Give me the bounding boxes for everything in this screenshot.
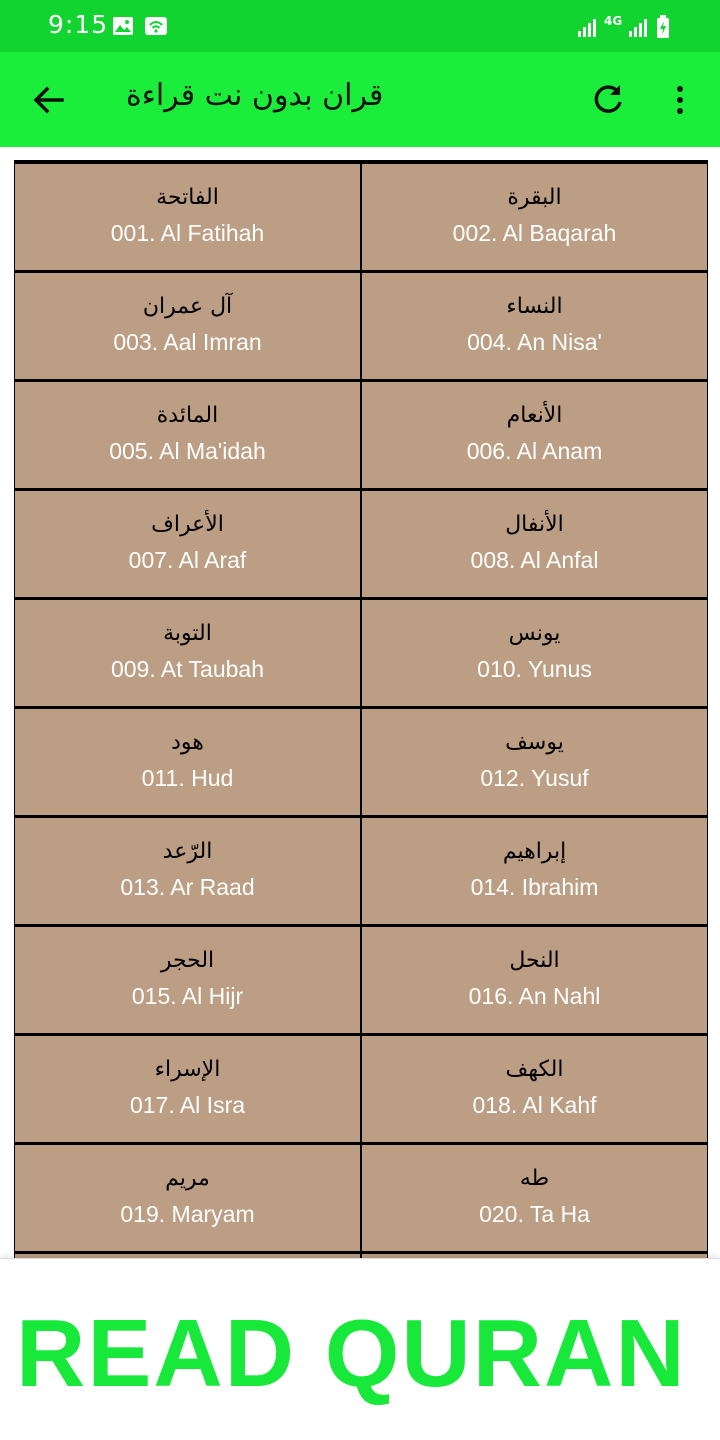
surah-arabic-name: آل عمران [142, 294, 233, 319]
surah-item[interactable] [14, 381, 361, 490]
surah-english-name: 016. An Nahl [468, 983, 601, 1009]
surah-arabic-name: التوبة [163, 621, 212, 646]
surah-item[interactable] [361, 599, 708, 708]
surah-row [14, 163, 708, 272]
surah-arabic-name: الفاتحة [156, 185, 219, 210]
surah-english-name: 014. Ibrahim [470, 874, 599, 900]
gallery-icon [112, 16, 134, 36]
surah-row [14, 272, 708, 381]
wifi-hotspot-icon [144, 16, 168, 36]
surah-english-name: 013. Ar Raad [120, 874, 255, 900]
surah-english-name: 007. Al Araf [128, 547, 247, 573]
battery-charging-icon [656, 15, 670, 39]
surah-english-name: 009. At Taubah [110, 656, 265, 682]
surah-english-name: 002. Al Baqarah [452, 220, 617, 246]
surah-english-name: 012. Yusuf [480, 765, 589, 791]
surah-item[interactable] [361, 163, 708, 272]
surah-item[interactable] [14, 1035, 361, 1144]
surah-item[interactable] [361, 926, 708, 1035]
surah-item[interactable] [14, 817, 361, 926]
surah-row [14, 1144, 708, 1253]
surah-arabic-name: النحل [509, 948, 560, 973]
signal-icon [628, 18, 650, 38]
surah-item[interactable] [361, 1035, 708, 1144]
surah-arabic-name: طه [519, 1166, 550, 1191]
status-time: 9:15 [48, 10, 109, 39]
surah-row [14, 490, 708, 599]
surah-row [14, 1035, 708, 1144]
surah-english-name: 017. Al Isra [129, 1092, 246, 1118]
surah-item[interactable] [14, 926, 361, 1035]
surah-english-name: 019. Maryam [120, 1201, 255, 1227]
surah-item[interactable] [14, 490, 361, 599]
banner-text: READ QURAN [16, 1300, 687, 1407]
surah-item[interactable] [14, 163, 361, 272]
refresh-icon[interactable] [590, 82, 626, 118]
app-bar [0, 52, 720, 147]
surah-item[interactable] [14, 708, 361, 817]
more-vert-icon[interactable] [668, 82, 692, 118]
surah-arabic-name: البقرة [507, 185, 562, 210]
surah-arabic-name: الأنفال [505, 512, 564, 537]
surah-english-name: 006. Al Anam [466, 438, 603, 464]
surah-item[interactable] [361, 381, 708, 490]
surah-english-name: 001. Al Fatihah [110, 220, 265, 246]
surah-arabic-name: النساء [506, 294, 563, 319]
surah-row [14, 381, 708, 490]
surah-english-name: 015. Al Hijr [131, 983, 244, 1009]
surah-arabic-name: المائدة [156, 403, 219, 428]
status-bar [0, 0, 720, 52]
surah-row [14, 708, 708, 817]
back-arrow-icon[interactable] [30, 82, 66, 118]
surah-arabic-name: الحجر [160, 948, 215, 973]
surah-english-name: 010. Yunus [477, 656, 592, 682]
surah-arabic-name: الأنعام [506, 403, 563, 428]
surah-english-name: 018. Al Kahf [472, 1092, 597, 1118]
surah-english-name: 003. Aal Imran [113, 329, 262, 355]
surah-arabic-name: الأعراف [151, 512, 224, 537]
surah-english-name: 020. Ta Ha [479, 1201, 590, 1227]
surah-english-name: 004. An Nisa' [467, 329, 602, 355]
surah-item[interactable] [361, 708, 708, 817]
surah-item[interactable] [14, 599, 361, 708]
surah-english-name: 005. Al Ma'idah [109, 438, 266, 464]
surah-item[interactable] [14, 272, 361, 381]
surah-row [14, 926, 708, 1035]
surah-english-name: 008. Al Anfal [470, 547, 599, 573]
surah-item[interactable] [361, 490, 708, 599]
surah-item[interactable] [361, 1144, 708, 1253]
promo-banner[interactable] [0, 1258, 720, 1440]
surah-arabic-name: مريم [165, 1166, 210, 1191]
surah-item[interactable] [14, 1144, 361, 1253]
surah-arabic-name: يونس [508, 621, 561, 646]
surah-row [14, 599, 708, 708]
app-title: قران بدون نت قراءة [126, 78, 384, 113]
surah-arabic-name: هود [171, 730, 204, 755]
surah-grid [14, 160, 708, 1260]
surah-row [14, 817, 708, 926]
surah-item[interactable] [361, 272, 708, 381]
surah-arabic-name: إبراهيم [502, 839, 567, 864]
surah-arabic-name: الإسراء [154, 1057, 221, 1082]
signal-icon [577, 18, 599, 38]
surah-arabic-name: الرّعد [162, 839, 213, 864]
surah-item[interactable] [361, 817, 708, 926]
surah-arabic-name: الكهف [505, 1057, 564, 1082]
network-type-label: 4G [604, 14, 623, 28]
surah-english-name: 011. Hud [141, 765, 234, 791]
surah-arabic-name: يوسف [505, 730, 564, 755]
